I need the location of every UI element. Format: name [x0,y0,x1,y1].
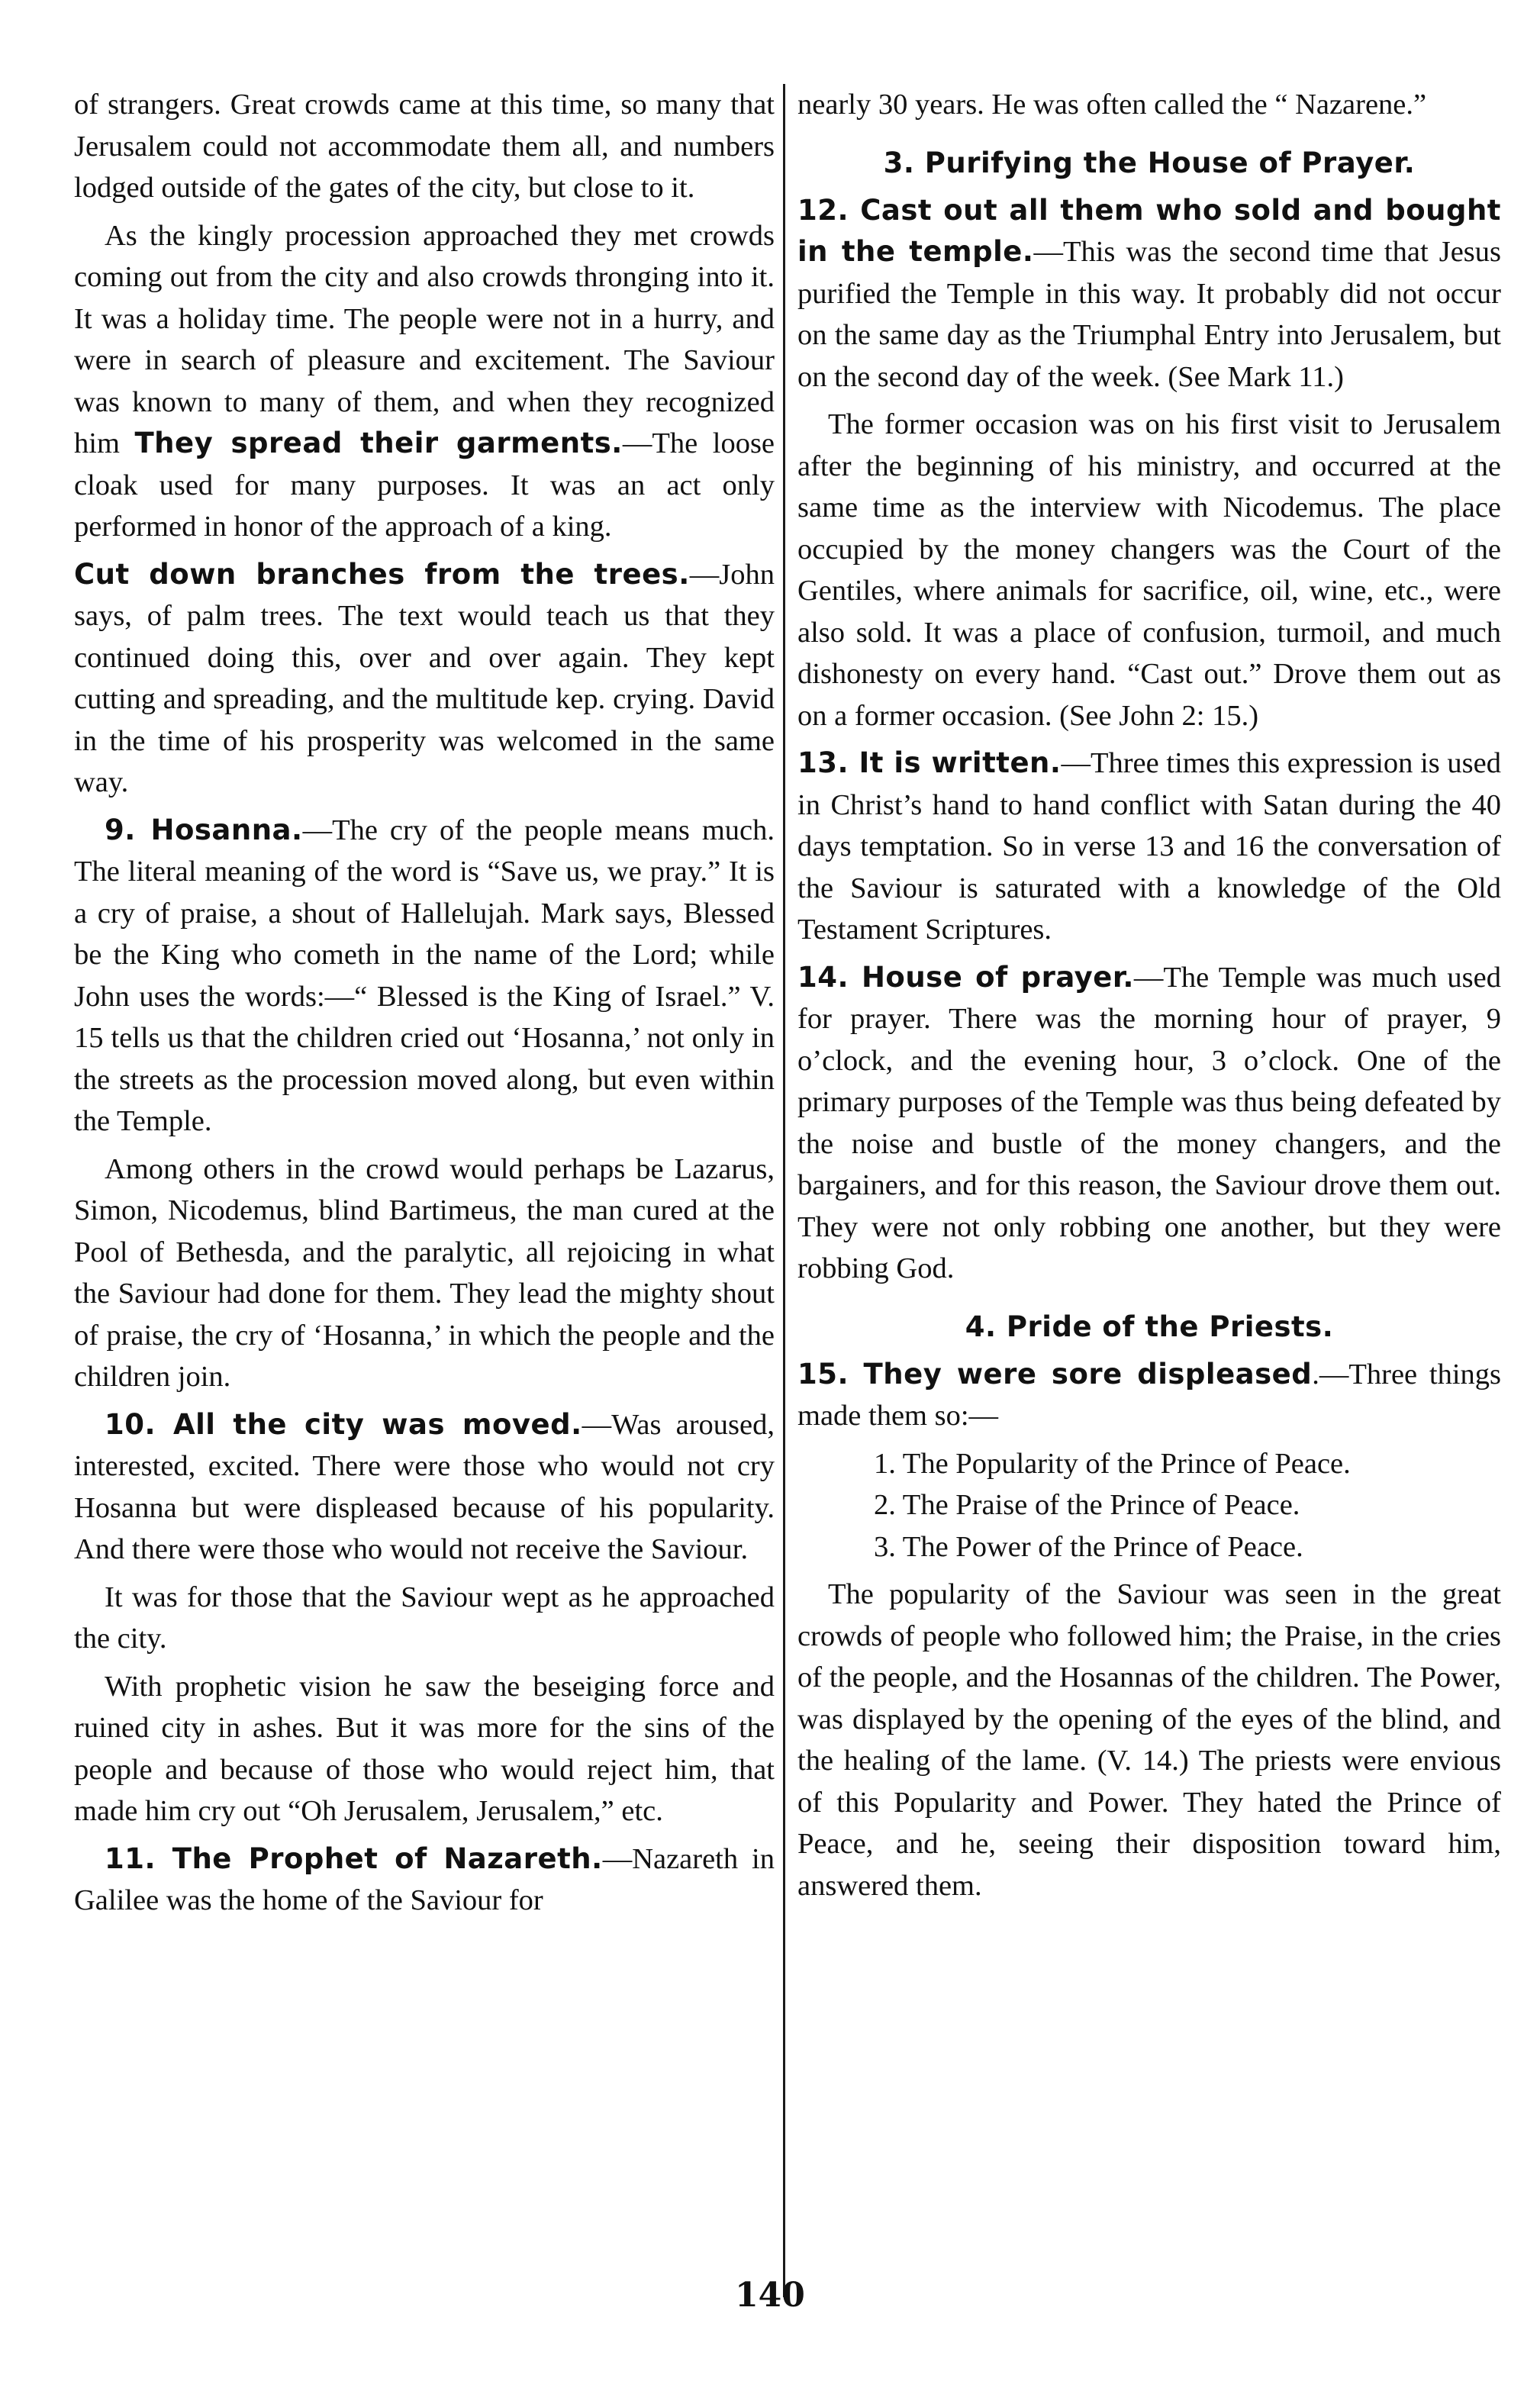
paragraph-text: —Was aroused, interested, excited. There were those who would not cry Hosanna but were displeased because of his popularity. And there were those who would not receive the Saviour. [74,1408,775,1565]
paragraph-branches [74,554,775,804]
paragraph-cast-out [797,190,1501,398]
paragraph-house-of-prayer [797,957,1501,1290]
paragraph-former-occasion: The former occasion was on his first visit to Jerusalem after the beginning of his ministry, and occurred at the same time as the interview with Nicodemus. The place occupied by the money changers was the Court of the Gentiles, where animals for sacrifice, oil, wine, etc., were also sold. It was a place of confusion, turmoil, and much dishonesty on every hand. “Cast out.” Drove them out as on a former occasion. (See John 2: 15.) [797,408,1501,732]
list-item: 2. The Praise of the Prince of Peace. [874,1489,1300,1521]
paragraph-nazareth [74,1838,775,1922]
page-number: 140 [735,2276,805,2315]
paragraph-text: .—Three things made them so:— [797,1358,1502,1432]
paragraph-strangers: of strangers. Great crowds came at this time, so many that Jerusalem could not accommodate them all, and numbers lodged outside of the gates of the city, but close to it. [74,89,775,204]
paragraph-popularity: The popularity of the Saviour was seen in the great crowds of people who followed him; the Praise, in the cries of the people, and the Hosannas of the children. The Power, was displayed by the opening of the eyes of the blind, and the healing of the lame. (V. 14.) The priests were envious of this Popularity and Power. They hated the Prince of Peace, and he, seeing their disposition toward him, answered them. [797,1578,1501,1902]
paragraph-text: —Three times this expression is used in Christ’s hand to hand conflict with Satan during the 40 days temptation. So in verse 13 and 16 the conversation of the Saviour is saturated with a knowledge of the Old Testament Scriptures. [797,747,1501,946]
paragraph-text: —This was the second time that Jesus purified the Temple in this way. It probably did not occur on the same day as the Triumphal Entry into Jerusalem, but on the second day of the week. (See Mark 11.) [797,236,1501,393]
left-column [74,84,775,1928]
paragraph-it-is-written [797,743,1501,951]
verse-heading-nazareth: 11. The Prophet of Nazareth. [105,1842,603,1875]
paragraph-text: As the kingly procession approached they met crowds coming out from the city and also crowds thronging into it. It was a holiday time. The people were not in a hurry, and were in search of pleasure and excitement. The Saviour was known to many of them, and when they recognized him [74,219,775,459]
verse-heading-city-moved: 10. All the city was moved. [105,1407,582,1441]
paragraph-vision: With prophetic vision he saw the beseiging force and ruined city in ashes. But it was more for the sins of the people and because of those who would reject him, that made him cry out “Oh Jerusalem, Jerusalem,” etc. [74,1670,775,1827]
verse-heading-branches: Cut down branches from the trees. [74,557,690,591]
paragraph-displeased [797,1354,1501,1437]
section-heading-pride: 4. Pride of the Priests. [965,1310,1334,1343]
section-heading-purifying: 3. Purifying the House of Prayer. [883,146,1416,179]
paragraph-city-moved [74,1404,775,1571]
paragraph-nazarene: nearly 30 years. He was often called the “ Nazarene.” [797,89,1427,121]
list-item: 3. The Power of the Prince of Peace. [874,1530,1303,1563]
paragraph-wept: It was for those that the Saviour wept as he approached the city. [74,1581,775,1655]
paragraph-procession [74,215,775,548]
paragraph-text: —The cry of the people means much. The literal meaning of the word is “Save us, we pray.” It is a cry of praise, a shout of Hallelujah. Mark says, Blessed be the King who cometh in the name of the Lord; while John uses the words:—“ Blessed is the King of Israel.” V. 15 tells us that the children cried out ‘Hosanna,’ not only in the streets as the procession moved along, but even within the Temple. [74,814,775,1137]
list-item: 1. The Popularity of the Prince of Peace. [874,1447,1351,1480]
numbered-list [797,1443,1501,1568]
right-column [797,84,1501,1913]
paragraph-text: —The Temple was much used for prayer. There was the morning hour of prayer, 9 o’clock, and the evening hour, 3 o’clock. One of the primary purposes of the Temple was thus being defeated by the noise and bustle of the money changers, and the bargainers, and for this reason, the Saviour drove them out. They were not only robbing one another, but they were robbing God. [797,961,1501,1284]
paragraph-text: —Nazareth in Galilee was the home of the Saviour for [74,1842,775,1916]
verse-heading-displeased: 15. They were sore displeased [797,1357,1313,1391]
verse-heading-written: 13. It is written. [797,746,1062,779]
paragraph-crowd: Among others in the crowd would perhaps be Lazarus, Simon, Nicodemus, blind Bartimeus, the man cured at the Pool of Bethesda, and the paralytic, all rejoicing in what the Saviour had done for them. They lead the mighty shout of praise, the cry of ‘Hosanna,’ in which the people and the children join. [74,1152,775,1393]
paragraph-hosanna [74,810,775,1142]
paragraph-text: —The loose cloak used for many purposes. It was an act only performed in honor of the approach of a king. [74,427,775,543]
column-divider [783,84,785,2297]
verse-heading-house-of-prayer: 14. House of prayer. [797,960,1134,994]
verse-heading-garments: They spread their garments. [134,427,623,459]
verse-heading-hosanna: 9. Hosanna. [105,813,303,846]
paragraph-text: —John says, of palm trees. The text would teach us that they continued doing this, over and over again. They kept cutting and spreading, and the multitude kep. crying. David in the time of his prosperity was welcomed in the same way. [74,558,775,798]
verse-heading-cast-out: 12. Cast out all them who sold and bought in the temple. [797,193,1501,268]
